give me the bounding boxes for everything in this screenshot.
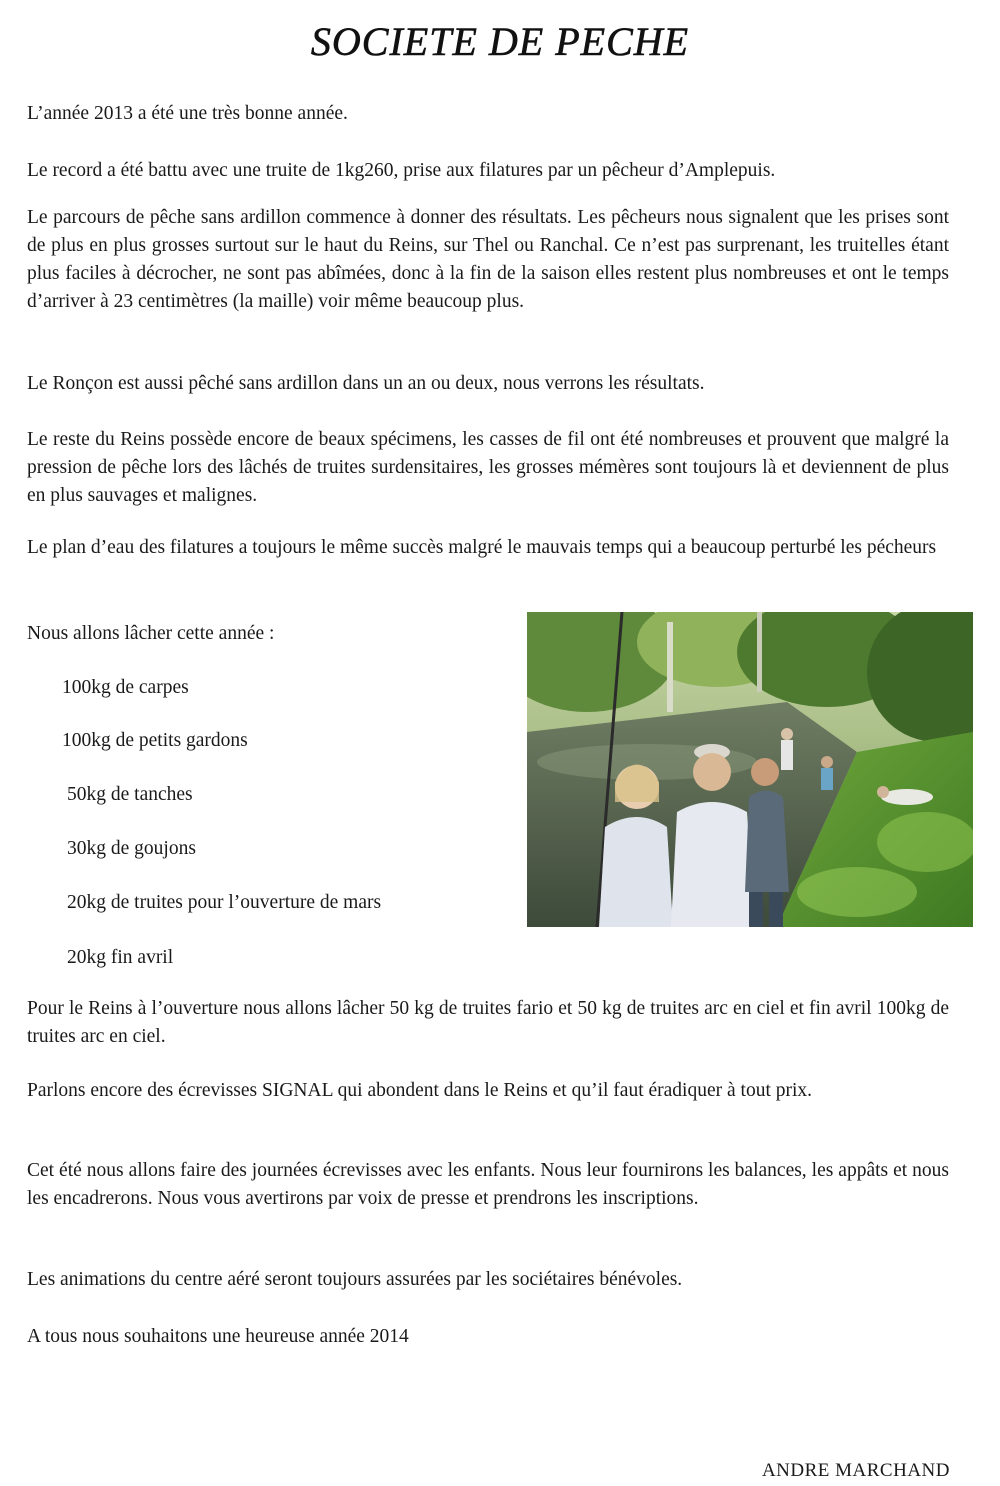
paragraph-1: L’année 2013 a été une très bonne année. — [27, 103, 348, 124]
paragraph-reins-release: Pour le Reins à l’ouverture nous allons lâcher 50 kg de truites fario et 50 kg de truites arc en ciel et fin avril 100kg de truites arc en ciel. — [27, 998, 949, 1047]
paragraph-release-intro: Nous allons lâcher cette année : — [27, 623, 275, 644]
signature: ANDRE MARCHAND — [761, 1460, 950, 1481]
page-title: SOCIETE DE PECHE — [310, 19, 690, 64]
paragraph-journees-ecrevisses: Cet été nous allons faire des journées écrevisses avec les enfants. Nous leur fournirons les balances, les appâts et nous les encadrerons. Nous vous avertirons par voix de presse et prendrons les inscriptions. — [27, 1160, 949, 1209]
paragraph-5: Le reste du Reins possède encore de beaux spécimens, les casses de fil ont été nombreuses et prouvent que malgré la pression de pêche lors des lâchés de truites surdensitaires, les grosses mémères sont toujours là et deviennent de plus en plus sauvages et malignes. — [27, 429, 949, 506]
release-item-gardons: 100kg de petits gardons — [62, 730, 248, 751]
paragraph-4: Le Ronçon est aussi pêché sans ardillon dans un an ou deux, nous verrons les résultats. — [27, 373, 705, 394]
release-item-fin-avril: 20kg fin avril — [67, 947, 174, 968]
paragraph-3: Le parcours de pêche sans ardillon commence à donner des résultats. Les pêcheurs nous signalent que les prises sont de plus en plus grosses surtout sur le haut du Reins, sur Thel ou Ranchal. Ce n’est pas surprenant, les truitelles étant plus faciles à décrocher, ne sont pas abîmées, donc à la fin de la saison elles restent plus nombreuses et ont le temps d’arriver à 23 centimètres (la maille) voir même beaucoup plus. — [27, 207, 949, 312]
paragraph-new-year: A tous nous souhaitons une heureuse année 2014 — [27, 1326, 409, 1347]
release-item-tanches: 50kg de tanches — [67, 784, 193, 805]
paragraph-2: Le record a été battu avec une truite de 1kg260, prise aux filatures par un pêcheur d’Amplepuis. — [27, 160, 776, 181]
release-item-carpes: 100kg de carpes — [62, 677, 189, 698]
paragraph-6: Le plan d’eau des filatures a toujours le même succès malgré le mauvais temps qui a beaucoup perturbé les pécheurs — [27, 537, 937, 558]
paragraph-ecrevisses-signal: Parlons encore des écrevisses SIGNAL qui abondent dans le Reins et qu’il faut éradiquer à tout prix. — [27, 1080, 813, 1101]
paragraph-centre-aere: Les animations du centre aéré seront toujours assurées par les sociétaires bénévoles. — [27, 1269, 683, 1290]
release-item-goujons: 30kg de goujons — [67, 838, 196, 859]
fishing-children-photo — [527, 612, 973, 927]
release-item-truites-mars: 20kg de truites pour l’ouverture de mars — [67, 892, 382, 913]
